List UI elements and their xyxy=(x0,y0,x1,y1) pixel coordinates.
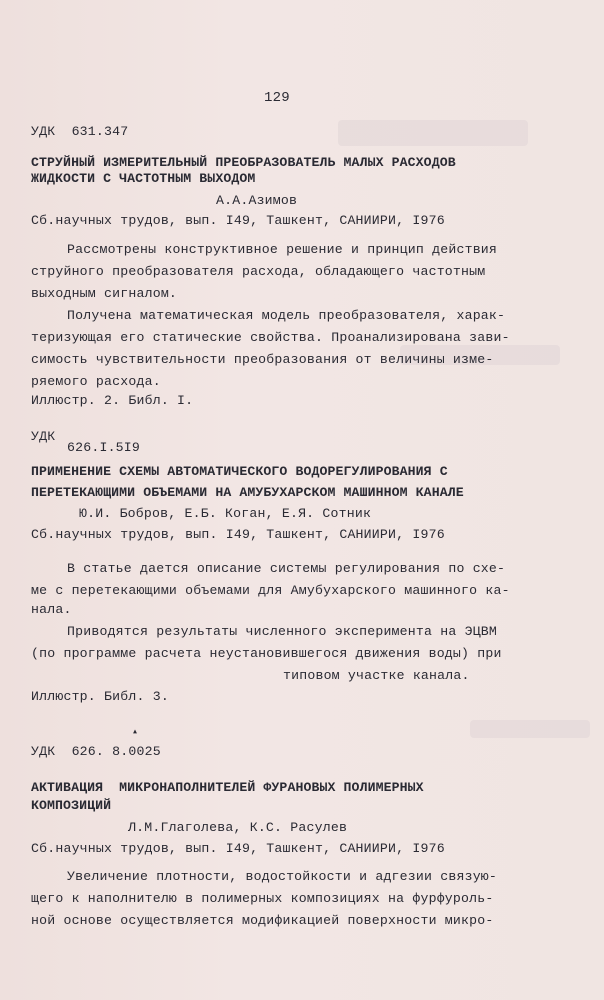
abstract-line: ной основе осуществляется модификацией поверхности микро- xyxy=(31,913,494,928)
abstract-line: теризующая его статические свойства. Проанализирована зави- xyxy=(31,330,510,345)
abstract-line: ме с перетекающими объемами для Амубухарского машинного ка- xyxy=(31,583,510,598)
bleed-through-smudge xyxy=(470,720,590,738)
abstract-line: типовом участке канала. xyxy=(283,668,470,683)
udk-code: УДК 626. 8.0025 xyxy=(31,744,161,759)
abstract-line: выходным сигналом. xyxy=(31,286,178,301)
abstract-line: (по программе расчета неустановившегося движения воды) при xyxy=(31,646,502,661)
abstract-line: симость чувствительности преобразования от величины изме- xyxy=(31,352,494,367)
abstract-line: Увеличение плотности, водостойкости и адгезии связую- xyxy=(67,869,498,884)
page-number: 129 xyxy=(264,90,290,106)
abstract-line: ряемого расхода. xyxy=(31,374,161,389)
udk-code: 626.I.5I9 xyxy=(67,440,141,455)
udk-code: УДК 631.347 xyxy=(31,124,129,139)
abstract-line: Рассмотрены конструктивное решение и принцип действия xyxy=(67,242,498,257)
entry-title-line: АКТИВАЦИЯ МИКРОНАПОЛНИТЕЛЕЙ ФУРАНОВЫХ ПОЛИМЕРНЫХ xyxy=(31,780,424,795)
abstract-line: Приводятся результаты численного эксперимента на ЭЦВМ xyxy=(67,624,498,639)
entry-illustrations: Иллюстр. Библ. 3. xyxy=(31,689,169,704)
bleed-through-smudge xyxy=(338,120,528,146)
ink-mark: ▴ xyxy=(132,727,139,738)
entry-authors: Л.М.Глаголева, К.С. Расулев xyxy=(128,820,348,835)
entry-source: Сб.научных трудов, вып. I49, Ташкент, САНИИРИ, I976 xyxy=(31,213,445,228)
entry-title-line: ЖИДКОСТИ С ЧАСТОТНЫМ ВЫХОДОМ xyxy=(31,171,256,186)
abstract-line: нала. xyxy=(31,602,72,617)
abstract-line: В статье дается описание системы регулирования по схе- xyxy=(67,561,506,576)
udk-label: УДК xyxy=(31,429,56,444)
entry-title-line: ПРИМЕНЕНИЕ СХЕМЫ АВТОМАТИЧЕСКОГО ВОДОРЕГУЛИРОВАНИЯ С xyxy=(31,464,448,479)
entry-authors: А.А.Азимов xyxy=(216,193,298,208)
abstract-line: струйного преобразователя расхода, обладающего частотным xyxy=(31,264,486,279)
entry-title-line: КОМПОЗИЦИЙ xyxy=(31,798,112,813)
abstract-line: Получена математическая модель преобразователя, харак- xyxy=(67,308,506,323)
entry-illustrations: Иллюстр. 2. Библ. I. xyxy=(31,393,194,408)
entry-authors: Ю.И. Бобров, Е.Б. Коган, Е.Я. Сотник xyxy=(79,506,372,521)
entry-title-line: ПЕРЕТЕКАЮЩИМИ ОБЪЕМАМИ НА АМУБУХАРСКОМ МАШИННОМ КАНАЛЕ xyxy=(31,485,464,500)
entry-source: Сб.научных трудов, вып. I49, Ташкент, САНИИРИ, I976 xyxy=(31,527,445,542)
entry-title-line: СТРУЙНЫЙ ИЗМЕРИТЕЛЬНЫЙ ПРЕОБРАЗОВАТЕЛЬ МАЛЫХ РАСХОДОВ xyxy=(31,155,456,170)
entry-source: Сб.научных трудов, вып. I49, Ташкент, САНИИРИ, I976 xyxy=(31,841,445,856)
abstract-line: щего к наполнителю в полимерных композициях на фурфуроль- xyxy=(31,891,494,906)
